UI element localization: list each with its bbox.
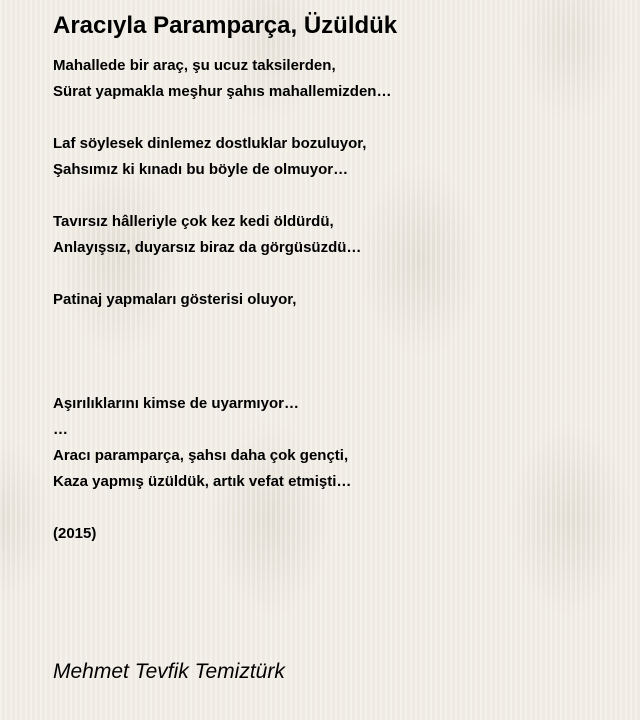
stanza-6: [53, 521, 613, 547]
stanza-5: [53, 391, 613, 495]
poem-title: Aracıyla Paramparça, Üzüldük: [53, 12, 398, 39]
stanza-3: [53, 209, 613, 261]
poem-line: Kaza yapmış üzüldük, artık vefat etmişti…: [53, 473, 352, 490]
poem-author: Mehmet Tevfik Temiztürk: [53, 660, 285, 683]
poem-line: Laf söylesek dinlemez dostluklar bozuluyor,: [53, 135, 367, 152]
poem-line: Tavırsız hâlleriyle çok kez kedi öldürdü,: [53, 213, 334, 230]
poem-line: Patinaj yapmaları gösterisi oluyor,: [53, 291, 297, 308]
stanza-gap: [53, 313, 613, 391]
poem-line: Aşırılıklarını kimse de uyarmıyor…: [53, 395, 299, 412]
poem-line: Mahallede bir araç, şu ucuz taksilerden,: [53, 57, 336, 74]
stanza-4: [53, 287, 613, 313]
stanza-2: [53, 131, 613, 183]
poem-line: Şahsımız ki kınadı bu böyle de olmuyor…: [53, 161, 349, 178]
poem-line: Sürat yapmakla meşhur şahıs mahallemizden…: [53, 83, 392, 100]
poem-line: …: [53, 421, 68, 438]
poem-line: Anlayışsız, duyarsız biraz da görgüsüzdü…: [53, 239, 362, 256]
stanza-1: [53, 53, 613, 105]
poem-line: Aracı paramparça, şahsı daha çok gençti,: [53, 447, 349, 464]
poem-year: (2015): [53, 525, 97, 542]
poem-body: [53, 53, 613, 547]
